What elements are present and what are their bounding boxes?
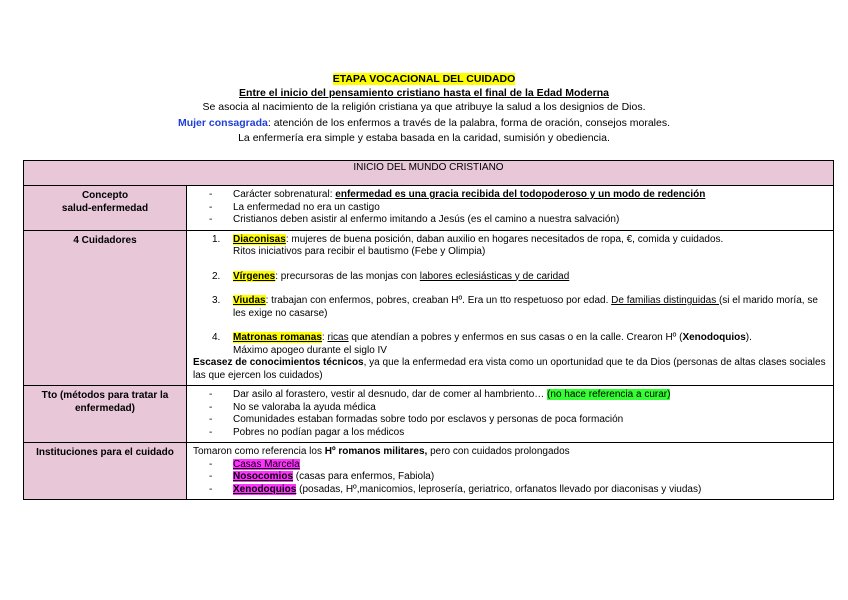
list-item-diaconisas bbox=[193, 234, 827, 259]
item-text: (si el marido moría, se les exige no casarse) bbox=[233, 295, 818, 319]
spacer bbox=[193, 259, 827, 271]
item-highlight: (no hace referencia a curar) bbox=[547, 389, 671, 400]
list-item-virgenes bbox=[193, 271, 827, 284]
term-casas-marcela: Casas Marcela bbox=[233, 458, 300, 470]
summary-text bbox=[193, 357, 827, 382]
band-row bbox=[24, 161, 834, 186]
item-text: : bbox=[321, 332, 328, 343]
mujer-consagrada-label: Mujer consagrada bbox=[177, 117, 268, 129]
term-virgenes: Vírgenes bbox=[233, 270, 276, 282]
doc-title: ETAPA VOCACIONAL DEL CUIDADO bbox=[332, 73, 516, 85]
list-item: - No se valoraba la ayuda médica bbox=[193, 402, 827, 415]
row-tratamiento bbox=[24, 386, 834, 443]
item-text: Tomaron como referencia los bbox=[193, 446, 325, 457]
label-concepto bbox=[24, 186, 187, 231]
item-text: ). bbox=[745, 332, 752, 343]
item-text: Carácter sobrenatural: bbox=[233, 189, 336, 200]
doc-subtitle: Entre el inicio del pensamiento cristiano hasta el final de la Edad Moderna bbox=[239, 87, 609, 99]
term-matronas: Matronas romanas bbox=[233, 332, 322, 343]
mujer-consagrada-text: : atención de los enfermos a través de la palabra, forma de oración, consejos morales. bbox=[267, 117, 670, 129]
item-text: Máximo apogeo durante el siglo IV bbox=[233, 344, 387, 356]
item-text: : trabajan con enfermos, pobres, creaban Hº. Era un tto respetuoso por edad. bbox=[265, 295, 612, 306]
item-text: Ritos iniciativos para recibir el bautismo (Febe y Olimpia) bbox=[233, 246, 486, 257]
summary-bold: Escasez de conocimientos técnicos bbox=[193, 357, 364, 368]
list-item bbox=[193, 189, 827, 202]
list-item-viudas bbox=[193, 295, 827, 320]
label-tratamiento: Tto (métodos para tratar la enfermedad) bbox=[24, 386, 187, 443]
label-cuidadores: 4 Cuidadores bbox=[24, 230, 187, 386]
doc-subtitle-line bbox=[0, 86, 848, 100]
list-item: - Comunidades estaban formadas sobre todo por esclavos y personas de poca formación bbox=[193, 414, 827, 427]
list-item-matronas bbox=[193, 332, 827, 357]
row-cuidadores bbox=[24, 230, 834, 386]
item-text: que atendían a pobres y enfermos en sus casas o en la calle. Crearon Hº ( bbox=[348, 332, 683, 343]
term-xenodoquios: Xenodoquios bbox=[682, 332, 746, 343]
term-xenodoquios-inst: Xenodoquios bbox=[233, 483, 297, 495]
intro-line-1: Se asocia al nacimiento de la religión cristiana ya que atribuye la salud a los designios de Dios. bbox=[202, 101, 646, 113]
item-number: 3. bbox=[212, 295, 221, 306]
list-item bbox=[193, 459, 827, 472]
content-table bbox=[23, 160, 834, 500]
content-concepto bbox=[187, 186, 834, 231]
item-text: : precursoras de las monjas con bbox=[275, 270, 420, 282]
list-item bbox=[193, 389, 827, 402]
instituciones-intro bbox=[193, 446, 827, 459]
intro-line-3: La enfermería era simple y estaba basada en la caridad, sumisión y obediencia. bbox=[238, 132, 610, 144]
list-item bbox=[193, 484, 827, 497]
doc-title-line bbox=[0, 72, 848, 86]
term-nosocomios: Nosocomios bbox=[233, 471, 294, 482]
item-underline: De familias distinguidas bbox=[611, 295, 719, 306]
item-underline: ricas bbox=[327, 332, 349, 343]
term-diaconisas: Diaconisas bbox=[233, 233, 286, 245]
label-concepto-b: salud-enfermedad bbox=[61, 202, 149, 214]
item-number: 1. bbox=[212, 233, 221, 245]
item-text: (posadas, Hº,manicomios, leprosería, geriatrico, orfanatos llevado por diaconisas y viudas) bbox=[296, 483, 702, 495]
list-item: - Pobres no podían pagar a los médicos bbox=[193, 427, 827, 440]
item-number: 2. bbox=[212, 270, 221, 282]
label-concepto-a: Concepto bbox=[81, 190, 129, 201]
band-title: INICIO DEL MUNDO CRISTIANO bbox=[24, 161, 834, 186]
item-underline: labores eclesiásticas y de caridad bbox=[419, 270, 570, 282]
item-text: pero con cuidados prolongados bbox=[427, 446, 570, 457]
spacer bbox=[193, 283, 827, 295]
item-text: : mujeres de buena posición, daban auxilio en hogares necesitados de ropa, €, comida y cuidados. bbox=[285, 233, 724, 245]
row-instituciones bbox=[24, 443, 834, 500]
list-item bbox=[193, 471, 827, 484]
content-tratamiento bbox=[187, 386, 834, 443]
content-cuidadores bbox=[187, 230, 834, 386]
summary-rest: , ya que la enfermedad era vista como un oportunidad que te da Dios (personas de altas clases sociales las que ejercen los cuidados) bbox=[193, 357, 826, 381]
item-text: (casas para enfermos, Fabiola) bbox=[293, 471, 435, 482]
content-instituciones bbox=[187, 443, 834, 500]
spacer bbox=[193, 320, 827, 332]
row-concepto bbox=[24, 186, 834, 231]
item-number: 4. bbox=[212, 332, 221, 343]
list-item: - Cristianos deben asistir al enfermo imitando a Jesús (es el camino a nuestra salvación) bbox=[193, 214, 827, 227]
term-viudas: Viudas bbox=[233, 295, 266, 306]
item-bold: Hº romanos militares, bbox=[324, 446, 428, 457]
item-emphasis: enfermedad es una gracia recibida del todopoderoso y un modo de redención bbox=[335, 189, 706, 200]
intro-line-2 bbox=[0, 116, 848, 130]
list-item: - La enfermedad no era un castigo bbox=[193, 202, 827, 215]
item-text: Dar asilo al forastero, vestir al desnudo, dar de comer al hambriento… bbox=[233, 389, 548, 400]
label-instituciones: Instituciones para el cuidado bbox=[24, 443, 187, 500]
